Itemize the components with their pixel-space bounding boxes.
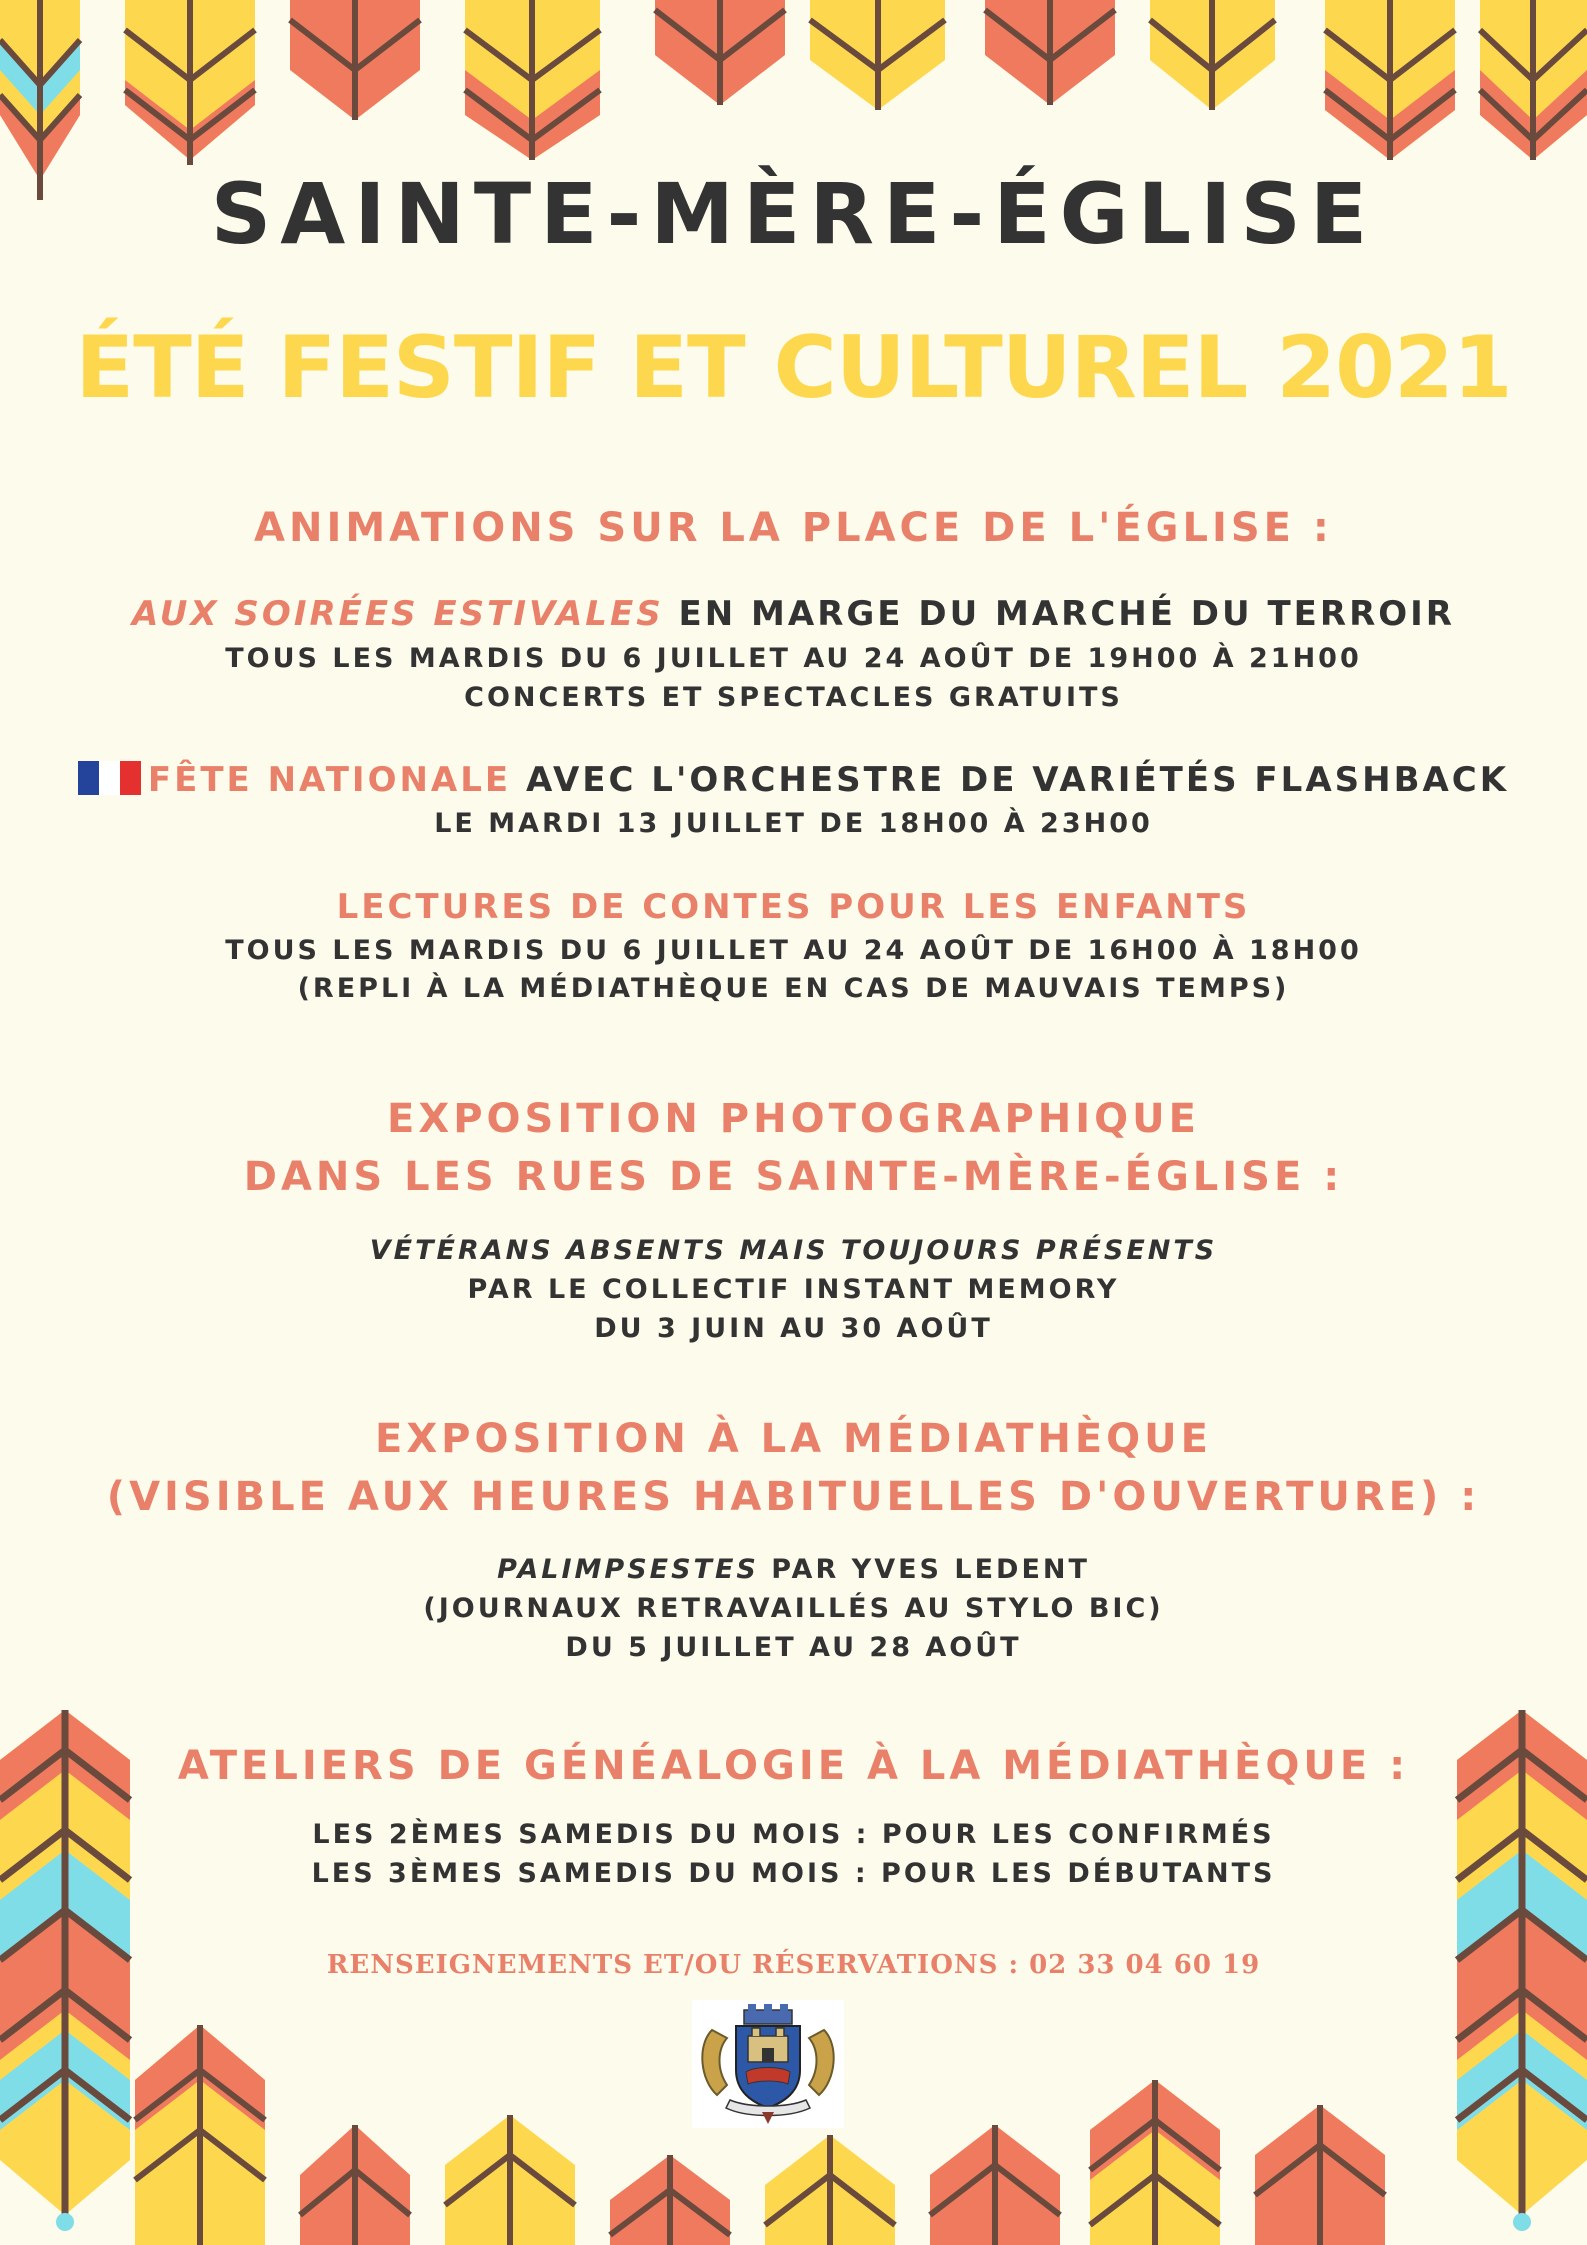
section-place-heading: ANIMATIONS SUR LA PLACE DE L'ÉGLISE : xyxy=(254,505,1333,551)
page-subtitle: ÉTÉ FESTIF ET CULTUREL 2021 xyxy=(75,318,1512,418)
mediatheque-dates: DU 5 JUILLET AU 28 AOÛT xyxy=(565,1632,1022,1663)
section-genealogie-heading: ATELIERS DE GÉNÉALOGIE À LA MÉDIATHÈQUE : xyxy=(177,1743,1410,1789)
fete-name: FÊTE NATIONALE xyxy=(147,760,512,800)
contact-line: RENSEIGNEMENTS ET/OU RÉSERVATIONS : 02 33 04 60 19 xyxy=(326,1950,1261,1980)
soirees-line xyxy=(0,594,1587,634)
mediatheque-detail: (JOURNAUX RETRAVAILLÉS AU STYLO BIC) xyxy=(423,1593,1164,1624)
mediatheque-author: PAR YVES LEDENT xyxy=(758,1554,1090,1585)
town-coat-of-arms xyxy=(692,2000,844,2128)
contes-schedule: TOUS LES MARDIS DU 6 JUILLET AU 24 AOÛT DE 16H00 À 18H00 xyxy=(225,935,1362,966)
soirees-name: AUX SOIRÉES ESTIVALES xyxy=(131,594,664,634)
mediatheque-work: PALIMPSESTES xyxy=(497,1554,759,1585)
soirees-note: CONCERTS ET SPECTACLES GRATUITS xyxy=(464,682,1123,713)
section-mediatheque-heading-1: EXPOSITION À LA MÉDIATHÈQUE xyxy=(375,1416,1212,1462)
contes-name: LECTURES DE CONTES POUR LES ENFANTS xyxy=(336,887,1251,927)
french-flag-icon xyxy=(78,761,142,795)
soirees-rest: EN MARGE DU MARCHÉ DU TERROIR xyxy=(663,594,1455,634)
genealogie-line-2: LES 3ÈMES SAMEDIS DU MOIS : POUR LES DÉBUTANTS xyxy=(311,1858,1276,1889)
genealogie-line-1: LES 2ÈMES SAMEDIS DU MOIS : POUR LES CONFIRMÉS xyxy=(312,1819,1275,1850)
fete-rest: AVEC L'ORCHESTRE DE VARIÉTÉS FLASHBACK xyxy=(511,760,1510,800)
photo-author: PAR LE COLLECTIF INSTANT MEMORY xyxy=(467,1274,1120,1305)
photo-work: VÉTÉRANS ABSENTS MAIS TOUJOURS PRÉSENTS xyxy=(369,1235,1218,1266)
soirees-schedule: TOUS LES MARDIS DU 6 JUILLET AU 24 AOÛT DE 19H00 À 21H00 xyxy=(225,643,1362,674)
section-photo-heading-1: EXPOSITION PHOTOGRAPHIQUE xyxy=(387,1096,1200,1142)
fete-schedule: LE MARDI 13 JUILLET DE 18H00 À 23H00 xyxy=(434,808,1153,839)
section-mediatheque-heading-2: (VISIBLE AUX HEURES HABITUELLES D'OUVERTURE) : xyxy=(106,1474,1481,1520)
contes-note: (REPLI À LA MÉDIATHÈQUE EN CAS DE MAUVAIS TEMPS) xyxy=(297,973,1290,1004)
page-title: SAINTE-MÈRE-ÉGLISE xyxy=(210,165,1377,263)
photo-dates: DU 3 JUIN AU 30 AOÛT xyxy=(594,1313,993,1344)
section-photo-heading-2: DANS LES RUES DE SAINTE-MÈRE-ÉGLISE : xyxy=(243,1154,1344,1200)
mediatheque-work-line xyxy=(0,1554,1587,1585)
fete-line xyxy=(0,760,1587,800)
